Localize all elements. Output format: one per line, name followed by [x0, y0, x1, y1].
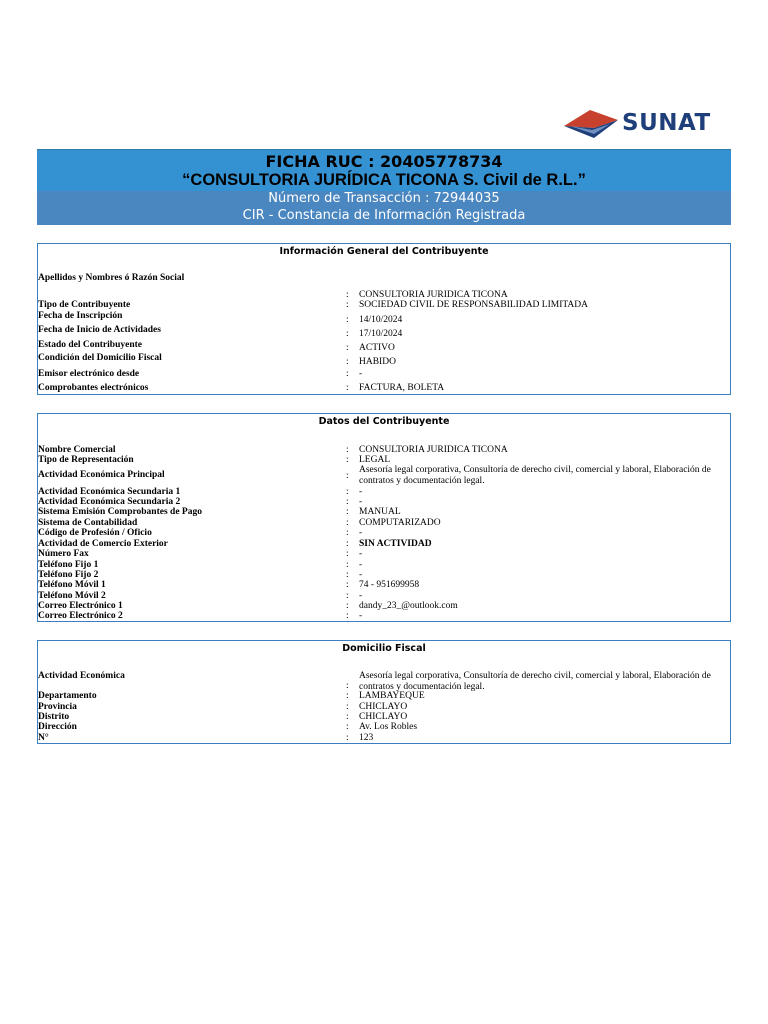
field-value: - [359, 369, 363, 379]
field-value: CHICLAYO [359, 712, 408, 722]
separator: : [346, 383, 349, 393]
field-value: Asesoría legal corporativa, Consultoría de derecho civil, comercial y laboral, Elaboración de contratos y documentación legal. [359, 671, 711, 692]
sunat-logo [560, 104, 728, 146]
field-label: Teléfono Fijo 1 [38, 560, 99, 570]
field-value: HABIDO [359, 357, 396, 367]
field-value: 17/10/2024 [359, 329, 403, 339]
separator: : [346, 300, 349, 310]
field-value: 74 - 951699958 [359, 580, 420, 590]
field-value: LEGAL [359, 455, 391, 465]
separator: : [346, 445, 349, 455]
field-label: Apellidos y Nombres ó Razón Social [38, 273, 185, 283]
field-value: COMPUTARIZADO [359, 518, 441, 528]
field-value: - [359, 591, 363, 601]
field-label: Condición del Domicilio Fiscal [38, 353, 162, 363]
separator: : [346, 329, 349, 339]
field-value: - [359, 497, 363, 507]
field-value: 123 [359, 733, 374, 743]
field-value: - [359, 487, 363, 497]
field-label: Tipo de Representación [38, 455, 134, 465]
separator: : [346, 487, 349, 497]
separator: : [346, 549, 349, 559]
field-label: Departamento [38, 691, 97, 701]
separator: : [346, 539, 349, 549]
contributor-data-section [37, 413, 731, 622]
sunat-logo-text: SUNAT [622, 110, 711, 136]
field-label: Fecha de Inscripción [38, 311, 123, 321]
separator: : [346, 455, 349, 465]
separator: : [346, 471, 349, 481]
separator: : [346, 733, 349, 743]
separator: : [346, 290, 349, 300]
separator: : [346, 722, 349, 732]
field-label: Estado del Contribuyente [38, 340, 142, 350]
ficha-header [37, 149, 731, 191]
field-value: - [359, 570, 363, 580]
separator: : [346, 570, 349, 580]
field-label: Código de Profesión / Oficio [38, 528, 152, 538]
fiscal-address-section [37, 640, 731, 744]
separator: : [346, 528, 349, 538]
section-title: Domicilio Fiscal [342, 643, 426, 654]
field-label: Teléfono Móvil 1 [38, 580, 106, 590]
field-value: - [359, 611, 363, 621]
separator: : [346, 518, 349, 528]
transaction-banner [37, 191, 731, 225]
sunat-emblem-icon [560, 104, 622, 146]
field-value: ACTIVO [359, 343, 395, 353]
field-label: Tipo de Contribuyente [38, 300, 131, 310]
cir-label: CIR - Constancia de Información Registrada [242, 208, 526, 223]
field-value: - [359, 549, 363, 559]
field-value: 14/10/2024 [359, 315, 403, 325]
field-label: Fecha de Inicio de Actividades [38, 325, 161, 335]
separator: : [346, 681, 349, 691]
field-value: - [359, 560, 363, 570]
separator: : [346, 369, 349, 379]
field-label: Comprobantes electrónicos [38, 383, 149, 393]
field-label: Distrito [38, 712, 70, 722]
field-label: Dirección [38, 722, 77, 732]
separator: : [346, 712, 349, 722]
separator: : [346, 507, 349, 517]
separator: : [346, 343, 349, 353]
field-value: FACTURA, BOLETA [359, 383, 445, 393]
field-label: Provincia [38, 702, 77, 712]
field-value: dandy_23_@outlook.com [359, 601, 458, 611]
separator: : [346, 580, 349, 590]
ficha-ruc-title: FICHA RUC : 20405778734 [265, 152, 503, 171]
field-label: Actividad Económica Secundaria 1 [38, 487, 181, 497]
separator: : [346, 497, 349, 507]
separator: : [346, 601, 349, 611]
field-value: Asesoría legal corporativa, Consultoría de derecho civil, comercial y laboral, Elaboración de contratos y documentación legal. [359, 465, 711, 486]
field-value: CHICLAYO [359, 702, 408, 712]
field-label: Actividad Económica [38, 671, 125, 681]
field-value: SIN ACTIVIDAD [359, 539, 432, 549]
field-value: CONSULTORIA JURIDICA TICONA [359, 290, 508, 300]
field-label: Teléfono Móvil 2 [38, 591, 106, 601]
field-value: SOCIEDAD CIVIL DE RESPONSABILIDAD LIMITADA [359, 300, 588, 310]
field-value: MANUAL [359, 507, 401, 517]
field-value: LAMBAYEQUE [359, 691, 425, 701]
field-label: Sistema de Contabilidad [38, 518, 138, 528]
field-label: Teléfono Fijo 2 [38, 570, 99, 580]
field-label: Correo Electrónico 2 [38, 611, 123, 621]
separator: : [346, 611, 349, 621]
separator: : [346, 560, 349, 570]
field-value: Av. Los Robles [359, 722, 418, 732]
field-value: - [359, 528, 363, 538]
company-name: “CONSULTORIA JURÍDICA TICONA S. Civil de R.L.” [182, 171, 586, 189]
separator: : [346, 702, 349, 712]
field-label: Actividad Económica Principal [38, 470, 165, 480]
separator: : [346, 591, 349, 601]
section-title: Información General del Contribuyente [279, 246, 489, 257]
field-label: Actividad Económica Secundaria 2 [38, 497, 181, 507]
field-label: Número Fax [38, 549, 89, 559]
field-value: CONSULTORIA JURIDICA TICONA [359, 445, 508, 455]
field-label: Actividad de Comercio Exterior [38, 539, 168, 549]
transaction-number: Número de Transacción : 72944035 [268, 191, 500, 206]
field-label: Emisor electrónico desde [38, 369, 140, 379]
general-info-section [37, 243, 731, 395]
field-label: Correo Electrónico 1 [38, 601, 123, 611]
field-label: Sistema Emisión Comprobantes de Pago [38, 507, 202, 517]
field-label: Nombre Comercial [38, 445, 116, 455]
separator: : [346, 315, 349, 325]
separator: : [346, 357, 349, 367]
separator: : [346, 691, 349, 701]
section-title: Datos del Contribuyente [318, 416, 450, 427]
field-label: N° [38, 733, 49, 743]
